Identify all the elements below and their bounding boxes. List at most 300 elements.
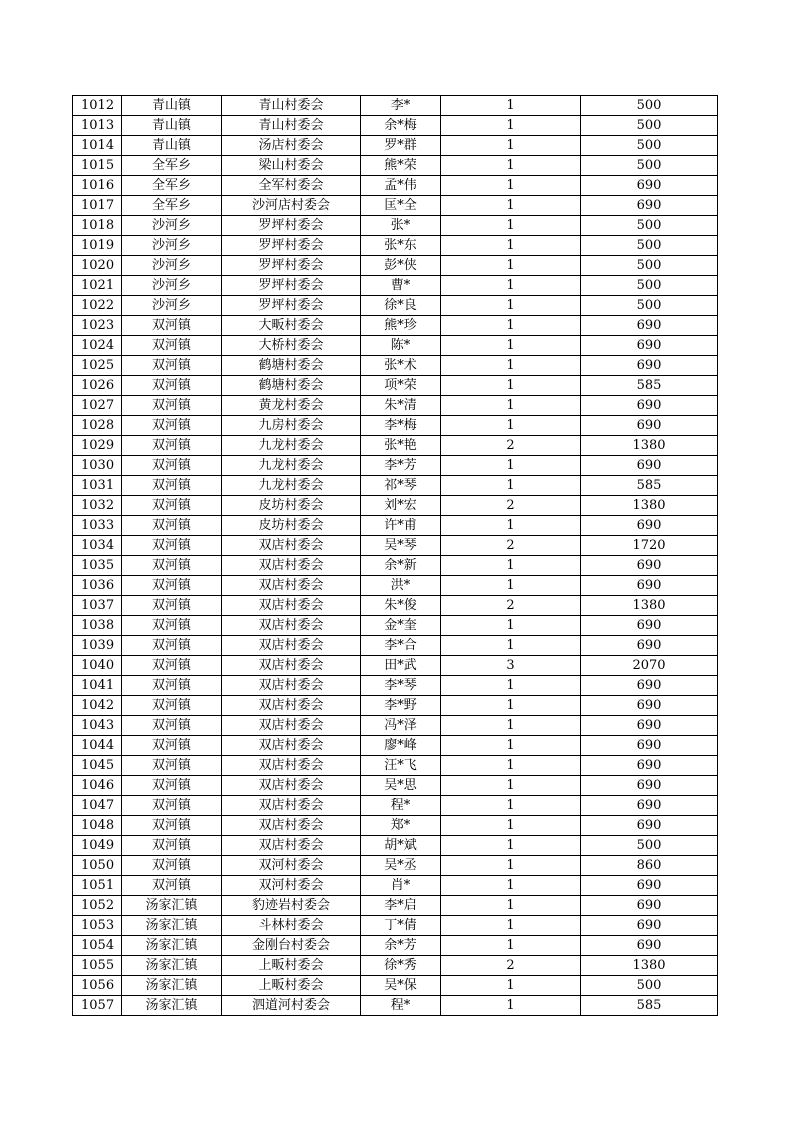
row-number-cell: 1018 xyxy=(73,216,122,236)
village-committee-cell: 双店村委会 xyxy=(222,616,361,636)
township-cell: 汤家汇镇 xyxy=(122,976,222,996)
township-cell: 双河镇 xyxy=(122,576,222,596)
township-cell: 双河镇 xyxy=(122,696,222,716)
row-number-cell: 1031 xyxy=(73,476,122,496)
name-cell: 吴*丞 xyxy=(361,856,441,876)
row-number-cell: 1025 xyxy=(73,356,122,376)
township-cell: 青山镇 xyxy=(122,96,222,116)
name-cell: 刘*宏 xyxy=(361,496,441,516)
count-cell: 1 xyxy=(441,996,581,1016)
table-row xyxy=(73,456,718,476)
amount-cell: 500 xyxy=(581,116,718,136)
row-number-cell: 1013 xyxy=(73,116,122,136)
amount-cell: 500 xyxy=(581,96,718,116)
township-cell: 双河镇 xyxy=(122,656,222,676)
name-cell: 张* xyxy=(361,216,441,236)
table-row xyxy=(73,836,718,856)
count-cell: 1 xyxy=(441,356,581,376)
row-number-cell: 1044 xyxy=(73,736,122,756)
amount-cell: 690 xyxy=(581,816,718,836)
township-cell: 全军乡 xyxy=(122,176,222,196)
amount-cell: 690 xyxy=(581,936,718,956)
village-committee-cell: 皮坊村委会 xyxy=(222,516,361,536)
village-committee-cell: 黄龙村委会 xyxy=(222,396,361,416)
count-cell: 1 xyxy=(441,376,581,396)
row-number-cell: 1029 xyxy=(73,436,122,456)
amount-cell: 1380 xyxy=(581,596,718,616)
name-cell: 彭*侠 xyxy=(361,256,441,276)
table-row xyxy=(73,376,718,396)
village-committee-cell: 双店村委会 xyxy=(222,676,361,696)
township-cell: 沙河乡 xyxy=(122,276,222,296)
data-table xyxy=(72,95,718,1016)
amount-cell: 500 xyxy=(581,296,718,316)
count-cell: 1 xyxy=(441,476,581,496)
village-committee-cell: 罗坪村委会 xyxy=(222,236,361,256)
amount-cell: 690 xyxy=(581,876,718,896)
amount-cell: 690 xyxy=(581,916,718,936)
row-number-cell: 1028 xyxy=(73,416,122,436)
township-cell: 双河镇 xyxy=(122,336,222,356)
township-cell: 双河镇 xyxy=(122,616,222,636)
township-cell: 双河镇 xyxy=(122,536,222,556)
count-cell: 1 xyxy=(441,716,581,736)
count-cell: 1 xyxy=(441,336,581,356)
amount-cell: 690 xyxy=(581,336,718,356)
name-cell: 李*芳 xyxy=(361,456,441,476)
count-cell: 1 xyxy=(441,776,581,796)
table-row xyxy=(73,196,718,216)
name-cell: 陈* xyxy=(361,336,441,356)
count-cell: 1 xyxy=(441,236,581,256)
table-row xyxy=(73,176,718,196)
row-number-cell: 1033 xyxy=(73,516,122,536)
township-cell: 双河镇 xyxy=(122,356,222,376)
table-row xyxy=(73,896,718,916)
table-row xyxy=(73,596,718,616)
township-cell: 沙河乡 xyxy=(122,236,222,256)
count-cell: 1 xyxy=(441,96,581,116)
name-cell: 余*梅 xyxy=(361,116,441,136)
amount-cell: 2070 xyxy=(581,656,718,676)
village-committee-cell: 双店村委会 xyxy=(222,836,361,856)
name-cell: 李*梅 xyxy=(361,416,441,436)
count-cell: 1 xyxy=(441,856,581,876)
amount-cell: 690 xyxy=(581,516,718,536)
count-cell: 1 xyxy=(441,636,581,656)
village-committee-cell: 罗坪村委会 xyxy=(222,216,361,236)
name-cell: 田*武 xyxy=(361,656,441,676)
table-row xyxy=(73,696,718,716)
count-cell: 1 xyxy=(441,216,581,236)
count-cell: 1 xyxy=(441,416,581,436)
amount-cell: 860 xyxy=(581,856,718,876)
village-committee-cell: 双河村委会 xyxy=(222,856,361,876)
table-row xyxy=(73,396,718,416)
name-cell: 李*合 xyxy=(361,636,441,656)
row-number-cell: 1022 xyxy=(73,296,122,316)
township-cell: 双河镇 xyxy=(122,756,222,776)
row-number-cell: 1055 xyxy=(73,956,122,976)
township-cell: 青山镇 xyxy=(122,116,222,136)
village-committee-cell: 双店村委会 xyxy=(222,536,361,556)
township-cell: 双河镇 xyxy=(122,476,222,496)
name-cell: 郑* xyxy=(361,816,441,836)
count-cell: 1 xyxy=(441,196,581,216)
township-cell: 双河镇 xyxy=(122,776,222,796)
township-cell: 汤家汇镇 xyxy=(122,956,222,976)
amount-cell: 500 xyxy=(581,976,718,996)
amount-cell: 500 xyxy=(581,256,718,276)
table-row xyxy=(73,216,718,236)
village-committee-cell: 金刚台村委会 xyxy=(222,936,361,956)
count-cell: 1 xyxy=(441,696,581,716)
count-cell: 1 xyxy=(441,456,581,476)
village-committee-cell: 鹤塘村委会 xyxy=(222,376,361,396)
count-cell: 1 xyxy=(441,396,581,416)
village-committee-cell: 鹤塘村委会 xyxy=(222,356,361,376)
township-cell: 双河镇 xyxy=(122,376,222,396)
count-cell: 3 xyxy=(441,656,581,676)
township-cell: 双河镇 xyxy=(122,816,222,836)
row-number-cell: 1017 xyxy=(73,196,122,216)
name-cell: 许*甫 xyxy=(361,516,441,536)
row-number-cell: 1036 xyxy=(73,576,122,596)
row-number-cell: 1049 xyxy=(73,836,122,856)
township-cell: 双河镇 xyxy=(122,836,222,856)
township-cell: 双河镇 xyxy=(122,796,222,816)
table-row xyxy=(73,776,718,796)
table-row xyxy=(73,876,718,896)
amount-cell: 500 xyxy=(581,836,718,856)
amount-cell: 1380 xyxy=(581,956,718,976)
name-cell: 朱*俊 xyxy=(361,596,441,616)
name-cell: 李*启 xyxy=(361,896,441,916)
row-number-cell: 1023 xyxy=(73,316,122,336)
name-cell: 徐*秀 xyxy=(361,956,441,976)
table-row xyxy=(73,736,718,756)
table-row xyxy=(73,276,718,296)
row-number-cell: 1016 xyxy=(73,176,122,196)
amount-cell: 690 xyxy=(581,796,718,816)
village-committee-cell: 汤店村委会 xyxy=(222,136,361,156)
table-row xyxy=(73,576,718,596)
table-row xyxy=(73,256,718,276)
village-committee-cell: 上畈村委会 xyxy=(222,976,361,996)
row-number-cell: 1043 xyxy=(73,716,122,736)
row-number-cell: 1035 xyxy=(73,556,122,576)
township-cell: 双河镇 xyxy=(122,676,222,696)
table-row xyxy=(73,416,718,436)
row-number-cell: 1027 xyxy=(73,396,122,416)
township-cell: 汤家汇镇 xyxy=(122,916,222,936)
village-committee-cell: 青山村委会 xyxy=(222,96,361,116)
village-committee-cell: 双店村委会 xyxy=(222,776,361,796)
count-cell: 1 xyxy=(441,916,581,936)
row-number-cell: 1032 xyxy=(73,496,122,516)
table-row xyxy=(73,656,718,676)
row-number-cell: 1037 xyxy=(73,596,122,616)
table-row xyxy=(73,96,718,116)
row-number-cell: 1048 xyxy=(73,816,122,836)
table-row xyxy=(73,556,718,576)
row-number-cell: 1030 xyxy=(73,456,122,476)
count-cell: 2 xyxy=(441,956,581,976)
count-cell: 1 xyxy=(441,316,581,336)
row-number-cell: 1041 xyxy=(73,676,122,696)
row-number-cell: 1047 xyxy=(73,796,122,816)
table-row xyxy=(73,296,718,316)
table-row xyxy=(73,356,718,376)
amount-cell: 690 xyxy=(581,576,718,596)
amount-cell: 500 xyxy=(581,276,718,296)
count-cell: 1 xyxy=(441,516,581,536)
township-cell: 全军乡 xyxy=(122,196,222,216)
count-cell: 1 xyxy=(441,556,581,576)
name-cell: 项*荣 xyxy=(361,376,441,396)
village-committee-cell: 九龙村委会 xyxy=(222,456,361,476)
amount-cell: 690 xyxy=(581,696,718,716)
row-number-cell: 1056 xyxy=(73,976,122,996)
township-cell: 双河镇 xyxy=(122,436,222,456)
amount-cell: 690 xyxy=(581,316,718,336)
village-committee-cell: 全军村委会 xyxy=(222,176,361,196)
row-number-cell: 1034 xyxy=(73,536,122,556)
table-row xyxy=(73,336,718,356)
table-row xyxy=(73,956,718,976)
name-cell: 朱*清 xyxy=(361,396,441,416)
name-cell: 祁*琴 xyxy=(361,476,441,496)
count-cell: 1 xyxy=(441,116,581,136)
amount-cell: 1380 xyxy=(581,496,718,516)
table-row xyxy=(73,616,718,636)
name-cell: 程* xyxy=(361,996,441,1016)
table-row xyxy=(73,716,718,736)
table-row xyxy=(73,996,718,1016)
table-row xyxy=(73,116,718,136)
row-number-cell: 1050 xyxy=(73,856,122,876)
table-row xyxy=(73,476,718,496)
township-cell: 双河镇 xyxy=(122,736,222,756)
village-committee-cell: 九龙村委会 xyxy=(222,436,361,456)
table-row xyxy=(73,916,718,936)
row-number-cell: 1019 xyxy=(73,236,122,256)
township-cell: 双河镇 xyxy=(122,876,222,896)
row-number-cell: 1040 xyxy=(73,656,122,676)
row-number-cell: 1057 xyxy=(73,996,122,1016)
row-number-cell: 1045 xyxy=(73,756,122,776)
township-cell: 双河镇 xyxy=(122,516,222,536)
township-cell: 汤家汇镇 xyxy=(122,996,222,1016)
row-number-cell: 1054 xyxy=(73,936,122,956)
township-cell: 双河镇 xyxy=(122,416,222,436)
township-cell: 双河镇 xyxy=(122,556,222,576)
count-cell: 1 xyxy=(441,296,581,316)
amount-cell: 500 xyxy=(581,236,718,256)
name-cell: 汪*飞 xyxy=(361,756,441,776)
count-cell: 1 xyxy=(441,796,581,816)
table-row xyxy=(73,496,718,516)
amount-cell: 500 xyxy=(581,156,718,176)
count-cell: 1 xyxy=(441,896,581,916)
village-committee-cell: 九龙村委会 xyxy=(222,476,361,496)
name-cell: 徐*良 xyxy=(361,296,441,316)
village-committee-cell: 青山村委会 xyxy=(222,116,361,136)
row-number-cell: 1038 xyxy=(73,616,122,636)
name-cell: 吴*琴 xyxy=(361,536,441,556)
table-row xyxy=(73,976,718,996)
amount-cell: 690 xyxy=(581,396,718,416)
row-number-cell: 1015 xyxy=(73,156,122,176)
village-committee-cell: 皮坊村委会 xyxy=(222,496,361,516)
name-cell: 张*艳 xyxy=(361,436,441,456)
village-committee-cell: 双店村委会 xyxy=(222,816,361,836)
count-cell: 1 xyxy=(441,816,581,836)
count-cell: 1 xyxy=(441,276,581,296)
name-cell: 肖* xyxy=(361,876,441,896)
amount-cell: 500 xyxy=(581,216,718,236)
row-number-cell: 1026 xyxy=(73,376,122,396)
count-cell: 1 xyxy=(441,136,581,156)
amount-cell: 690 xyxy=(581,416,718,436)
row-number-cell: 1053 xyxy=(73,916,122,936)
table-row xyxy=(73,856,718,876)
count-cell: 2 xyxy=(441,436,581,456)
table-body xyxy=(73,96,718,1016)
amount-cell: 1720 xyxy=(581,536,718,556)
amount-cell: 500 xyxy=(581,136,718,156)
township-cell: 沙河乡 xyxy=(122,256,222,276)
village-committee-cell: 斗林村委会 xyxy=(222,916,361,936)
amount-cell: 690 xyxy=(581,556,718,576)
table-row xyxy=(73,756,718,776)
village-committee-cell: 双店村委会 xyxy=(222,656,361,676)
table-row xyxy=(73,816,718,836)
count-cell: 1 xyxy=(441,836,581,856)
village-committee-cell: 泗道河村委会 xyxy=(222,996,361,1016)
row-number-cell: 1012 xyxy=(73,96,122,116)
name-cell: 吴*保 xyxy=(361,976,441,996)
count-cell: 1 xyxy=(441,756,581,776)
township-cell: 沙河乡 xyxy=(122,216,222,236)
row-number-cell: 1052 xyxy=(73,896,122,916)
name-cell: 胡*斌 xyxy=(361,836,441,856)
row-number-cell: 1042 xyxy=(73,696,122,716)
count-cell: 1 xyxy=(441,616,581,636)
name-cell: 余*新 xyxy=(361,556,441,576)
name-cell: 曹* xyxy=(361,276,441,296)
village-committee-cell: 罗坪村委会 xyxy=(222,276,361,296)
table-row xyxy=(73,436,718,456)
name-cell: 熊*荣 xyxy=(361,156,441,176)
village-committee-cell: 罗坪村委会 xyxy=(222,296,361,316)
amount-cell: 690 xyxy=(581,616,718,636)
village-committee-cell: 双河村委会 xyxy=(222,876,361,896)
township-cell: 双河镇 xyxy=(122,496,222,516)
name-cell: 匡*全 xyxy=(361,196,441,216)
village-committee-cell: 大畈村委会 xyxy=(222,316,361,336)
table-row xyxy=(73,636,718,656)
amount-cell: 585 xyxy=(581,476,718,496)
village-committee-cell: 双店村委会 xyxy=(222,796,361,816)
count-cell: 2 xyxy=(441,596,581,616)
name-cell: 熊*珍 xyxy=(361,316,441,336)
amount-cell: 690 xyxy=(581,196,718,216)
row-number-cell: 1039 xyxy=(73,636,122,656)
village-committee-cell: 双店村委会 xyxy=(222,736,361,756)
amount-cell: 690 xyxy=(581,716,718,736)
village-committee-cell: 双店村委会 xyxy=(222,696,361,716)
count-cell: 2 xyxy=(441,496,581,516)
village-committee-cell: 梁山村委会 xyxy=(222,156,361,176)
village-committee-cell: 双店村委会 xyxy=(222,636,361,656)
row-number-cell: 1024 xyxy=(73,336,122,356)
township-cell: 双河镇 xyxy=(122,316,222,336)
township-cell: 汤家汇镇 xyxy=(122,896,222,916)
count-cell: 1 xyxy=(441,576,581,596)
name-cell: 程* xyxy=(361,796,441,816)
count-cell: 1 xyxy=(441,256,581,276)
amount-cell: 690 xyxy=(581,456,718,476)
name-cell: 孟*伟 xyxy=(361,176,441,196)
name-cell: 李* xyxy=(361,96,441,116)
row-number-cell: 1046 xyxy=(73,776,122,796)
village-committee-cell: 上畈村委会 xyxy=(222,956,361,976)
amount-cell: 585 xyxy=(581,996,718,1016)
township-cell: 双河镇 xyxy=(122,456,222,476)
amount-cell: 690 xyxy=(581,756,718,776)
count-cell: 1 xyxy=(441,736,581,756)
township-cell: 双河镇 xyxy=(122,856,222,876)
name-cell: 冯*泽 xyxy=(361,716,441,736)
count-cell: 1 xyxy=(441,676,581,696)
township-cell: 沙河乡 xyxy=(122,296,222,316)
count-cell: 1 xyxy=(441,976,581,996)
village-committee-cell: 双店村委会 xyxy=(222,576,361,596)
village-committee-cell: 罗坪村委会 xyxy=(222,256,361,276)
row-number-cell: 1051 xyxy=(73,876,122,896)
table-row xyxy=(73,156,718,176)
amount-cell: 585 xyxy=(581,376,718,396)
village-committee-cell: 双店村委会 xyxy=(222,716,361,736)
table-row xyxy=(73,236,718,256)
table-row xyxy=(73,516,718,536)
township-cell: 青山镇 xyxy=(122,136,222,156)
name-cell: 余*芳 xyxy=(361,936,441,956)
table-row xyxy=(73,136,718,156)
name-cell: 李*琴 xyxy=(361,676,441,696)
table-row xyxy=(73,936,718,956)
amount-cell: 690 xyxy=(581,676,718,696)
count-cell: 1 xyxy=(441,936,581,956)
amount-cell: 690 xyxy=(581,356,718,376)
village-committee-cell: 双店村委会 xyxy=(222,596,361,616)
table-row xyxy=(73,536,718,556)
row-number-cell: 1021 xyxy=(73,276,122,296)
amount-cell: 690 xyxy=(581,176,718,196)
township-cell: 双河镇 xyxy=(122,396,222,416)
table-row xyxy=(73,676,718,696)
amount-cell: 1380 xyxy=(581,436,718,456)
village-committee-cell: 九房村委会 xyxy=(222,416,361,436)
name-cell: 李*野 xyxy=(361,696,441,716)
table-row xyxy=(73,316,718,336)
name-cell: 张*东 xyxy=(361,236,441,256)
township-cell: 双河镇 xyxy=(122,716,222,736)
table-row xyxy=(73,796,718,816)
count-cell: 2 xyxy=(441,536,581,556)
township-cell: 汤家汇镇 xyxy=(122,936,222,956)
